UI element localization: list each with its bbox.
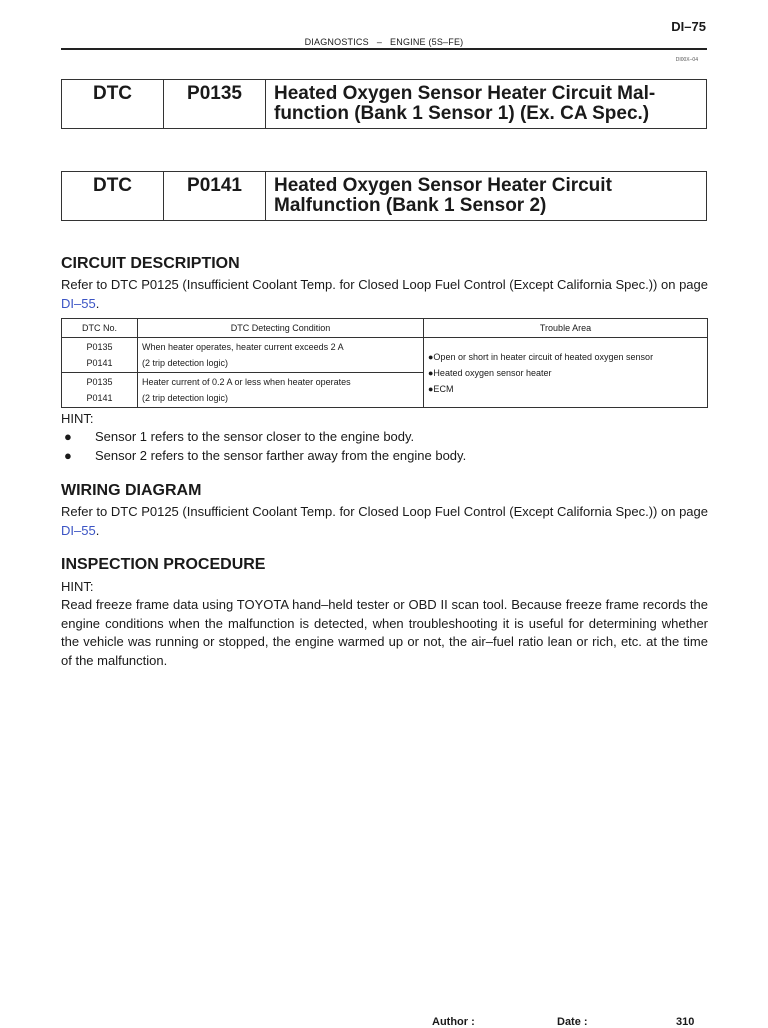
dtc-code: P0141 (86, 358, 113, 368)
trouble-area-item: ●Open or short in heater circuit of heated oxygen sensor (428, 351, 654, 362)
dtc-box-p0135 (61, 79, 707, 129)
hint-label: HINT: (61, 411, 94, 426)
dtc-codes-cell (62, 373, 138, 408)
hint-bullet-text: Sensor 2 refers to the sensor farther away from the engine body. (95, 448, 467, 463)
footer-page: 310 (676, 1016, 695, 1028)
dtc-code: P0141 (164, 172, 266, 220)
footer-date: Date : (557, 1016, 588, 1028)
trouble-area-item: ●Heated oxygen sensor heater (428, 367, 552, 378)
section-right: ENGINE (5S–FE) (390, 37, 464, 47)
page-number: DI–75 (671, 19, 706, 34)
bullet-icon: ● (64, 448, 72, 463)
period: . (95, 295, 100, 311)
hint-bullet-text: Sensor 1 refers to the sensor closer to the engine body. (95, 429, 415, 444)
condition-cell (138, 338, 424, 373)
section-header (0, 37, 768, 47)
header-dtc-no: DTC No. (62, 319, 138, 338)
inspection-hint-label: HINT: (61, 579, 94, 594)
dtc-title-line: Heated Oxygen Sensor Heater Circuit Mal- (274, 83, 656, 104)
circuit-description-body: Refer to DTC P0125 (Insufficient Coolant Temp. for Closed Loop Fuel Control (Except California Spec.)) on page (61, 277, 708, 292)
dtc-label: DTC (62, 80, 164, 128)
header-detecting-condition: DTC Detecting Condition (138, 319, 424, 338)
dtc-code: P0135 (164, 80, 266, 128)
trouble-area-item: ●ECM (428, 383, 454, 394)
dtc-box-p0141 (61, 171, 707, 221)
dtc-codes-cell (62, 338, 138, 373)
header-rule (61, 48, 707, 50)
section-separator: – (376, 37, 383, 47)
period: . (95, 522, 100, 538)
condition-line: Heater current of 0.2 A or less when heater operates (142, 377, 351, 387)
condition-cell (138, 373, 424, 408)
circuit-description-text (61, 276, 708, 313)
condition-line: (2 trip detection logic) (142, 393, 229, 403)
dtc-title-line: function (Bank 1 Sensor 1) (Ex. CA Spec.) (274, 103, 650, 124)
condition-line: (2 trip detection logic) (142, 358, 229, 368)
wiring-diagram-heading: WIRING DIAGRAM (61, 482, 202, 499)
dtc-title-line: Malfunction (Bank 1 Sensor 2) (274, 195, 547, 216)
dtc-code: P0135 (86, 377, 113, 387)
dtc-table (61, 318, 708, 408)
header-trouble-area: Trouble Area (424, 319, 708, 338)
bullet-icon: ● (64, 429, 72, 444)
dtc-title (266, 80, 706, 128)
section-left: DIAGNOSTICS (304, 37, 369, 47)
condition-line: When heater operates, heater current exceeds 2 A (142, 342, 344, 352)
dtc-code: P0135 (86, 342, 113, 352)
trouble-area-cell (424, 338, 708, 408)
inspection-procedure-heading: INSPECTION PROCEDURE (61, 556, 266, 573)
page-link[interactable]: DI–55 (61, 522, 96, 538)
footer-author: Author : (432, 1016, 475, 1028)
wiring-diagram-text (61, 503, 708, 540)
document-code: DI00X–04 (675, 57, 698, 63)
table-header-row (62, 319, 708, 338)
dtc-title (266, 172, 706, 220)
circuit-description-heading: CIRCUIT DESCRIPTION (61, 255, 240, 272)
wiring-diagram-body: Refer to DTC P0125 (Insufficient Coolant Temp. for Closed Loop Fuel Control (Except California Spec.)) on page (61, 504, 708, 519)
dtc-title-line: Heated Oxygen Sensor Heater Circuit (274, 175, 612, 196)
page-link[interactable]: DI–55 (61, 295, 96, 311)
table-row (62, 338, 708, 373)
dtc-label: DTC (62, 172, 164, 220)
dtc-code: P0141 (86, 393, 113, 403)
inspection-text: Read freeze frame data using TOYOTA hand–held tester or OBD II scan tool. Because freeze frame records the engine conditions when the malfunction is detected, when troubleshooting it is useful for determining whether the vehicle was running or stopped, the engine warmed up or not, the air–fuel ratio lean or rich, etc. at the time of the malfunction. (61, 597, 708, 668)
